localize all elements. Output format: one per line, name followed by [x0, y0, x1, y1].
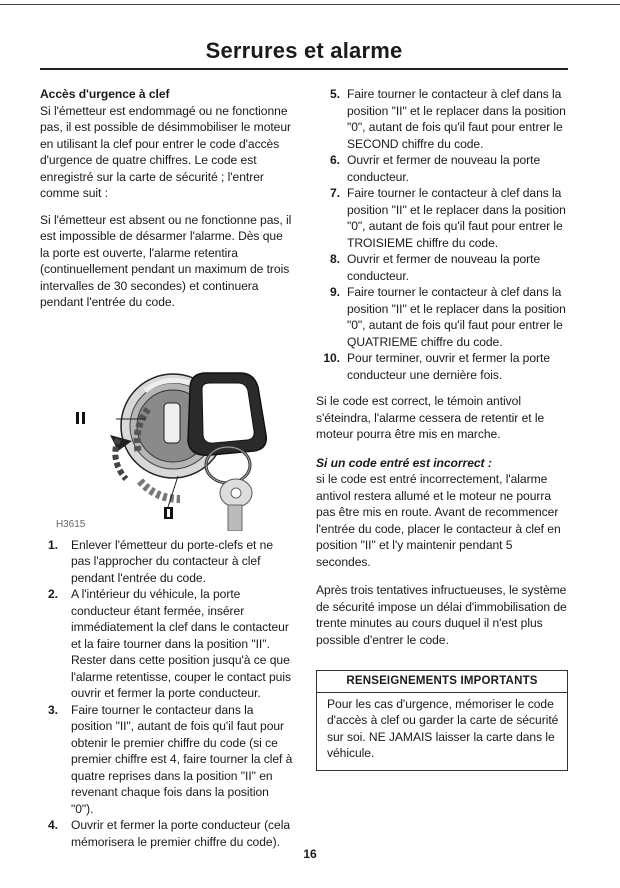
- intro-paragraph: Si l'émetteur est endommagé ou ne fonctionne pas, il est possible de désimmobiliser le moteur en utilisant la clef pour entrer le code d'accès d'urgence de quatre chiffres. Le code est enregistré sur la carte de sécurité ; l'entrer comme suit :: [40, 103, 292, 200]
- steps-list-left: [40, 537, 293, 851]
- ignition-key-illustration: [40, 331, 293, 531]
- page-title: Serrures et alarme: [205, 38, 403, 63]
- ignition-key-drawing: [40, 331, 293, 531]
- list-item: 9. Faire tourner le contacteur à clef dans la position "II" et le replacer dans la position "0", autant de fois qu'il faut pour entrer le QUATRIEME chiffre du code.: [330, 285, 566, 349]
- list-item: 4. Ouvrir et fermer la porte conducteur (cela mémorisera le premier chiffre du code).: [48, 818, 291, 849]
- attempts-paragraph: Après trois tentatives infructueuses, le système de sécurité impose un délai d'immobilisation de trente minutes au cours duquel il n'est plus possible d'entrer le code.: [316, 583, 567, 647]
- notice-title: RENSEIGNEMENTS IMPORTANTS: [317, 671, 567, 693]
- list-item: 1. Enlever l'émetteur du porte-clefs et ne pas l'approcher du contacteur à clef pendant l'entrée du code.: [48, 537, 274, 585]
- top-border: [0, 4, 620, 5]
- important-notice-box: [316, 670, 568, 771]
- list-item: 7. Faire tourner le contacteur à clef dans la position "II" et le replacer dans la position "0", autant de fois qu'il faut pour entrer le TROISIEME chiffre du code.: [330, 186, 566, 250]
- list-item: 10. Pour terminer, ouvrir et fermer la porte conducteur une dernière fois.: [323, 351, 550, 382]
- figure-reference: H3615: [56, 518, 86, 530]
- steps-list-right: [316, 86, 568, 383]
- list-item: 6. Ouvrir et fermer de nouveau la porte conducteur.: [330, 153, 541, 184]
- notice-text: Pour les cas d'urgence, mémoriser le code d'accès à clef ou garder la carte de sécurité sur soi. NE JAMAIS laisser la carte dans le véhicule.: [327, 696, 559, 760]
- list-item: 3. Faire tourner le contacteur dans la position "II", autant de fois qu'il faut pour obtenir le premier chiffre du code (si ce premier chiffre est 4, faire tourner la clef à quatre reprises dans la position "II" en revenant chaque fois dans la position "0").: [48, 702, 293, 816]
- incorrect-code-heading: Si un code entré est incorrect :: [316, 455, 492, 470]
- correct-code-paragraph: Si le code est correct, le témoin antivol s'éteindra, l'alarme cessera de retentir et le moteur pourra être mis en marche.: [316, 394, 545, 441]
- list-item: 5. Faire tourner le contacteur à clef dans la position "II" et le replacer dans la position "0", autant de fois qu'il faut pour entrer le SECOND chiffre du code.: [330, 87, 566, 151]
- alarm-paragraph: Si l'émetteur est absent ou ne fonctionne pas, il est impossible de désarmer l'alarme. Dès que la porte est ouverte, l'alarme retentira (continuellement pendant un maximum de trois intervalles de 30 secondes) et continuera pendant l'entrée du code.: [40, 212, 292, 309]
- title-rule: [40, 68, 568, 70]
- section-heading: Accès d'urgence à clef: [40, 87, 170, 101]
- list-item: 2. A l'intérieur du véhicule, la porte conducteur étant fermée, insérer immédiatement la clef dans le contacteur et la faire tourner dans la position "II". Rester dans cette position jusqu'à ce que l'alarme retentisse, couper le contact puis ouvrir et fermer la porte conducteur.: [48, 587, 291, 700]
- right-column: [316, 86, 568, 771]
- list-item: 8. Ouvrir et fermer de nouveau la porte conducteur.: [330, 252, 541, 283]
- left-column: [40, 86, 293, 850]
- page-number: 16: [303, 847, 317, 861]
- incorrect-code-paragraph: si le code est entré incorrectement, l'alarme antivol restera allumé et le moteur ne pourra pas être mis en route. Avant de recommencer l'entrée du code, placer le contacteur à clef en position "II" et l'y maintenir pendant 5 secondes.: [316, 472, 561, 569]
